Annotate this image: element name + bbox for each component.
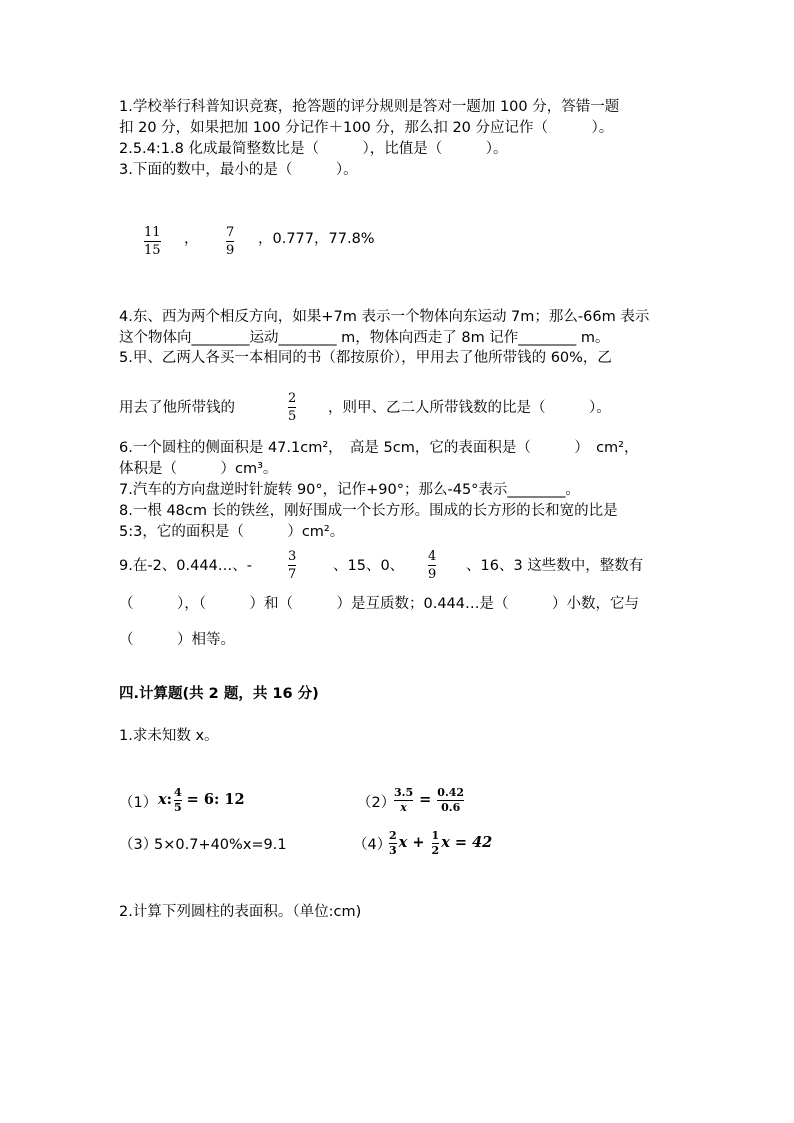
question-9-line-3: （ ）相等。 xyxy=(119,632,235,648)
equation-4-label: （4） xyxy=(353,837,392,853)
section-4-title: 四.计算题(共 2 题，共 16 分) xyxy=(119,686,319,702)
fraction-bar xyxy=(428,565,436,566)
fraction-numerator: 2 xyxy=(389,828,397,842)
fraction-denominator: 9 xyxy=(226,243,235,258)
question-3: 3.下面的数中，最小的是（ ）。 xyxy=(119,162,358,178)
question-5-line-2-pre: 用去了他所带钱的 xyxy=(119,400,235,416)
fraction-denominator: 5 xyxy=(288,409,297,424)
question-9-post: 、16、3 这些数中，整数有 xyxy=(466,558,644,574)
separator: ， xyxy=(184,231,199,247)
fraction-denominator: 0.6 xyxy=(441,800,461,814)
question-8-line-1: 8.一根 48cm 长的铁丝，刚好围成一个长方形。围成的长方形的长和宽的比是 xyxy=(119,503,618,519)
equation-1 xyxy=(158,786,245,814)
question-1-line-2: 扣 20 分，如果把加 100 分记作＋100 分，那么扣 20 分应记作（ ）。 xyxy=(119,120,614,136)
equation-rhs: = 6: 12 xyxy=(186,791,245,808)
fraction-11-15 xyxy=(144,225,161,258)
fraction-denominator: 2 xyxy=(431,843,440,857)
equation-1-label: （1） xyxy=(119,795,158,811)
fraction-bar xyxy=(144,241,161,242)
section-4-question-2: 2.计算下列圆柱的表面积。（单位:cm) xyxy=(119,904,362,920)
question-6-line-1: 6.一个圆柱的侧面积是 47.1cm²， 高是 5cm，它的表面积是（ ） cm²， xyxy=(119,440,639,456)
question-5-line-1: 5.甲、乙两人各买一本相同的书（都按原价），甲用去了他所带钱的 60%，乙 xyxy=(119,350,612,366)
equation-3-label: （3） xyxy=(119,837,158,853)
fraction-1-2 xyxy=(432,830,440,857)
fraction-numerator: 11 xyxy=(144,225,161,240)
question-2: 2.5.4:1.8 化成最简整数比是（ ），比值是（ ）。 xyxy=(119,141,508,157)
section-4-question-1: 1.求未知数 x。 xyxy=(119,728,219,744)
fraction-numerator: 4 xyxy=(428,549,437,564)
fraction-numerator: 7 xyxy=(226,225,235,240)
fraction-denominator: 7 xyxy=(288,567,297,582)
question-9-pre: 9.在-2、0.444…、- xyxy=(119,558,253,574)
fraction-0.42-0.6 xyxy=(437,787,464,814)
fraction-numerator: 1 xyxy=(431,828,440,842)
fraction-7-9 xyxy=(226,225,234,258)
equals-sign: = xyxy=(419,791,432,808)
fraction-denominator: 5 xyxy=(174,800,182,814)
question-8-line-2: 5:3，它的面积是（ ）cm²。 xyxy=(119,524,345,540)
question-9-mid: 、15、0、 xyxy=(333,558,405,574)
fraction-4-5 xyxy=(174,787,182,814)
fraction-bar xyxy=(288,407,296,408)
fraction-2-3 xyxy=(389,830,397,857)
fraction-denominator: x xyxy=(400,800,407,814)
fraction-numerator: 2 xyxy=(288,391,297,406)
term-x-equals: x = 42 xyxy=(441,834,493,851)
fraction-denominator: 9 xyxy=(428,567,437,582)
question-1-line-1: 1.学校举行科普知识竞赛，抢答题的评分规则是答对一题加 100 分，答错一题 xyxy=(119,99,620,115)
equation-4 xyxy=(387,829,492,857)
question-4-line-1: 4.东、西为两个相反方向，如果+7m 表示一个物体向东运动 7m；那么-66m 表示 xyxy=(119,309,650,325)
fraction-3.5-x xyxy=(394,787,413,814)
fraction-4-9 xyxy=(428,549,436,582)
question-7: 7.汽车的方向盘逆时针旋转 90°，记作+90°；那么-45°表示________。 xyxy=(119,482,580,498)
fraction-numerator: 0.42 xyxy=(437,785,465,799)
fraction-numerator: 4 xyxy=(174,785,182,799)
question-9-line-2: （ ），（ ）和（ ）是互质数；0.444…是（ ）小数，它与 xyxy=(119,596,640,612)
ratio-colon: : xyxy=(166,791,173,808)
fraction-bar xyxy=(288,565,296,566)
question-6-line-2: 体积是（ ）cm³。 xyxy=(119,461,278,477)
fraction-2-5 xyxy=(288,391,296,424)
question-5-line-2-post: ，则甲、乙二人所带钱数的比是（ ）。 xyxy=(328,400,611,416)
fraction-bar xyxy=(226,241,234,242)
fraction-denominator: 15 xyxy=(144,243,161,258)
fraction-numerator: 3 xyxy=(288,549,297,564)
options-rest: ，0.777，77.8% xyxy=(258,231,375,247)
equation-2 xyxy=(392,786,466,814)
term-x-plus: x + xyxy=(398,834,430,851)
fraction-numerator: 3.5 xyxy=(394,785,414,799)
variable-x: x xyxy=(158,791,167,808)
equation-3: 5×0.7+40%x=9.1 xyxy=(154,837,287,853)
equation-2-label: （2） xyxy=(357,795,396,811)
fraction-3-7 xyxy=(288,549,296,582)
fraction-denominator: 3 xyxy=(389,843,397,857)
question-4-line-2: 这个物体向________运动________ m，物体向西走了 8m 记作________ m。 xyxy=(119,330,610,346)
